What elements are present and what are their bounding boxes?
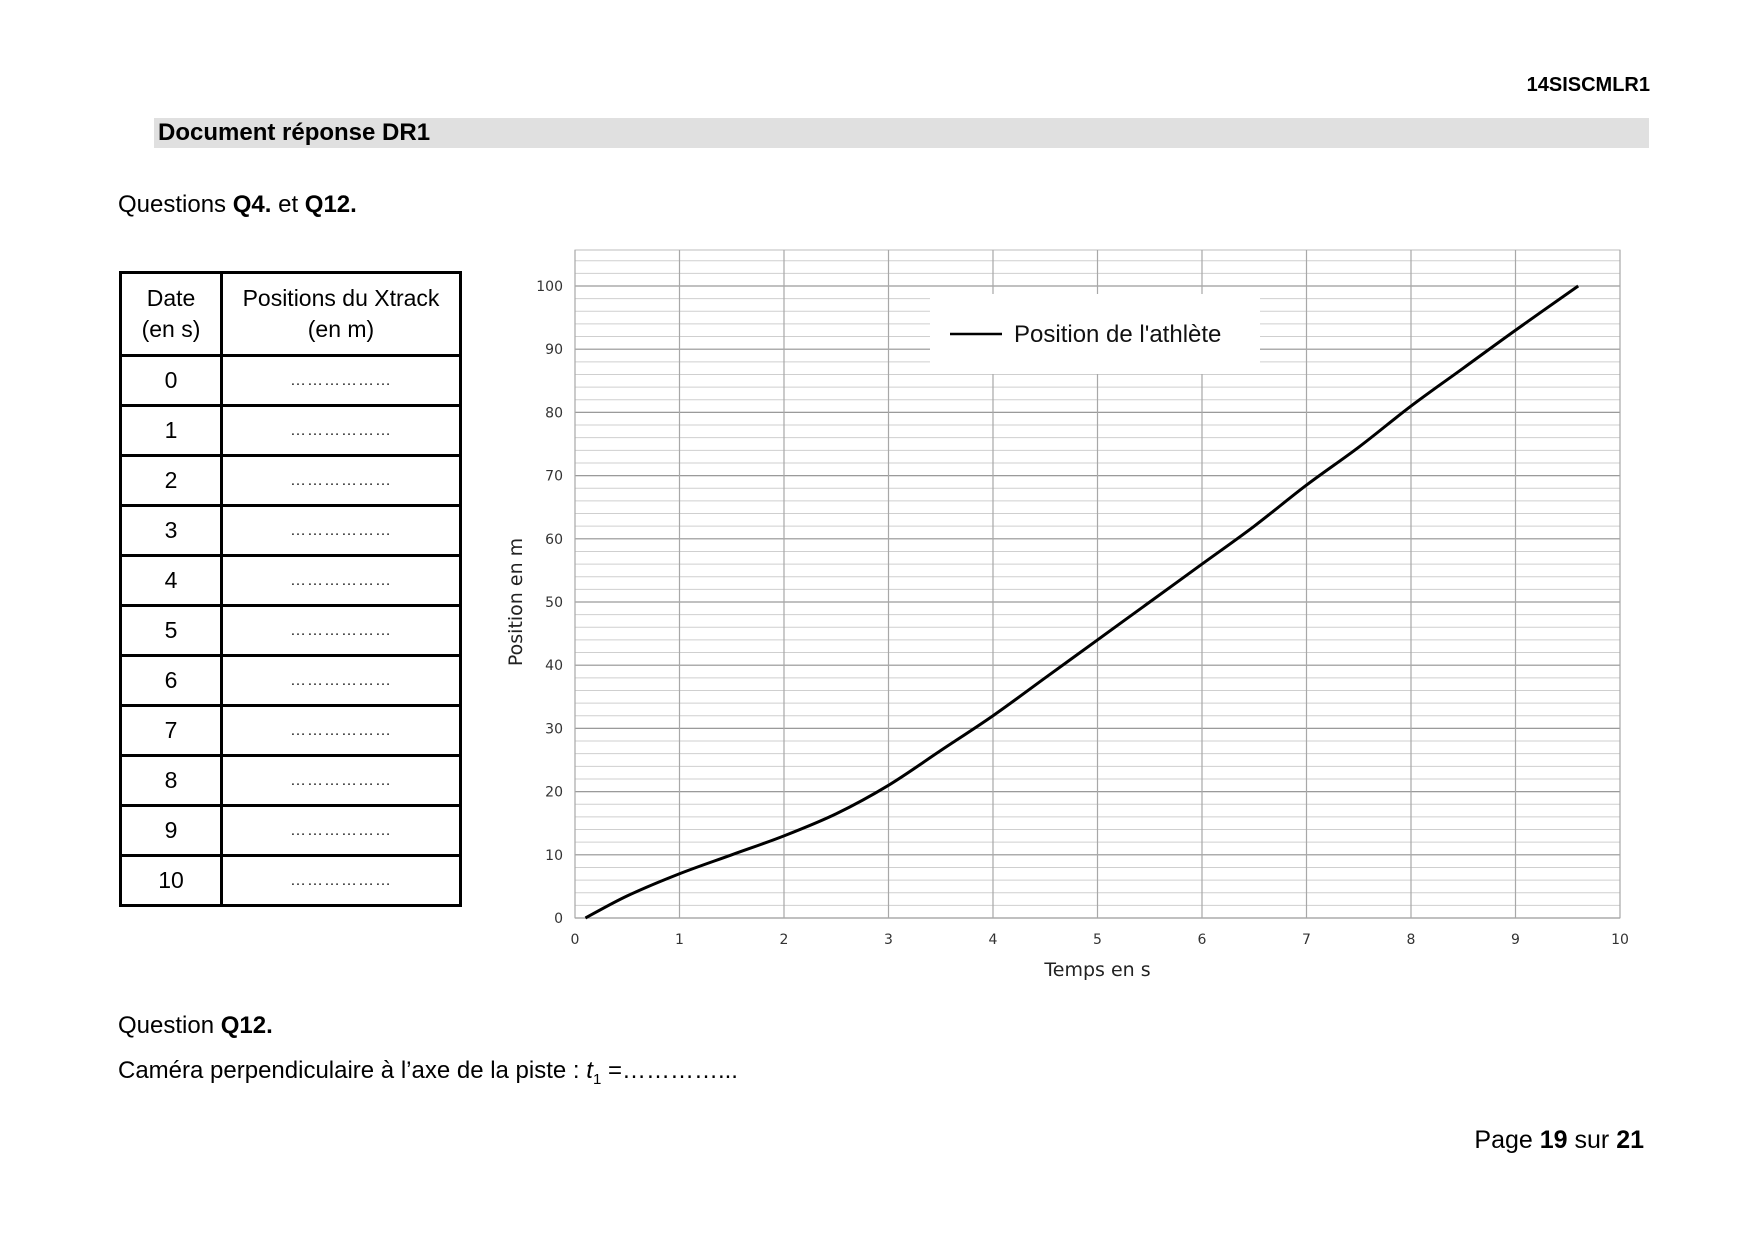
date-cell: 10 [121, 856, 222, 906]
header-date-line2: (en s) [141, 316, 201, 342]
date-cell: 8 [121, 756, 222, 806]
date-cell: 0 [121, 356, 222, 406]
table-row [121, 606, 461, 656]
header-date-line1: Date [146, 285, 196, 311]
page-number [1474, 1126, 1644, 1155]
date-cell: 5 [121, 606, 222, 656]
page-total: 21 [1616, 1126, 1644, 1154]
question-q12-line [118, 1012, 273, 1040]
header-position-line1: Positions du Xtrack [242, 285, 440, 311]
date-cell: 9 [121, 806, 222, 856]
position-answer-cell[interactable]: ……………… [222, 556, 461, 606]
table-row [121, 856, 461, 906]
y-axis-label: Position en m [505, 537, 527, 667]
date-cell: 2 [121, 456, 222, 506]
y-tick-label: 50 [545, 595, 563, 611]
camera-text: Caméra perpendiculaire à l’axe de la piste : [118, 1057, 587, 1084]
y-tick-label: 90 [545, 342, 563, 359]
date-cell: 3 [121, 506, 222, 556]
header-position [222, 273, 461, 356]
table-row [121, 506, 461, 556]
y-tick-label: 0 [554, 911, 563, 927]
questions-middle: et [271, 191, 305, 218]
x-tick-label: 1 [675, 932, 684, 948]
section-title-bar [154, 118, 1649, 148]
x-tick-label: 3 [884, 932, 893, 948]
page-label: Page [1474, 1126, 1540, 1154]
camera-blank: =…………... [601, 1057, 738, 1084]
table-row [121, 656, 461, 706]
question-q4: Q4. [232, 191, 272, 218]
x-tick-label: 2 [779, 932, 789, 948]
document-code: 14SISCMLR1 [1526, 74, 1650, 96]
camera-answer-line [118, 1057, 738, 1088]
x-tick-label: 9 [1511, 932, 1520, 948]
questions-prefix: Questions [118, 191, 233, 218]
x-tick-label: 7 [1302, 932, 1311, 948]
header-date [121, 273, 222, 356]
x-tick-label: 8 [1406, 932, 1416, 948]
questions-line [118, 191, 357, 219]
question-q12: Q12. [304, 191, 357, 218]
table-row [121, 756, 461, 806]
position-answer-cell[interactable]: ……………… [222, 806, 461, 856]
y-tick-label: 10 [545, 847, 563, 864]
x-tick-label: 6 [1197, 932, 1207, 948]
legend-label: Position de l'athlète [1014, 321, 1222, 348]
header-position-line2: (en m) [307, 316, 375, 342]
position-answer-cell[interactable]: ……………… [222, 606, 461, 656]
camera-variable: t [586, 1057, 593, 1084]
position-answer-cell[interactable]: ……………… [222, 356, 461, 406]
position-answer-cell[interactable]: ……………… [222, 506, 461, 556]
position-answer-cell[interactable]: ……………… [222, 656, 461, 706]
y-tick-label: 30 [545, 721, 563, 738]
date-cell: 7 [121, 706, 222, 756]
q12-prefix: Question [118, 1012, 221, 1039]
x-tick-label: 4 [988, 932, 998, 948]
position-answer-cell[interactable]: ……………… [222, 756, 461, 806]
position-answer-cell[interactable]: ……………… [222, 856, 461, 906]
date-cell: 4 [121, 556, 222, 606]
table-row [121, 806, 461, 856]
answer-table [119, 271, 462, 907]
table-row [121, 406, 461, 456]
y-tick-label: 70 [545, 468, 563, 485]
position-answer-cell[interactable]: ……………… [222, 456, 461, 506]
camera-subscript: 1 [592, 1070, 602, 1088]
x-tick-label: 5 [1093, 932, 1102, 948]
y-tick-label: 100 [536, 279, 563, 295]
y-tick-label: 20 [545, 784, 563, 801]
page-sep: sur [1567, 1126, 1617, 1154]
date-cell: 6 [121, 656, 222, 706]
table-row [121, 456, 461, 506]
position-chart [500, 240, 1650, 980]
date-cell: 1 [121, 406, 222, 456]
table-row [121, 706, 461, 756]
y-tick-label: 40 [545, 658, 563, 675]
answer-table-header [121, 273, 461, 356]
table-row [121, 556, 461, 606]
x-tick-label: 0 [570, 932, 580, 948]
position-answer-cell[interactable]: ……………… [222, 406, 461, 456]
q12-label: Q12. [220, 1012, 273, 1039]
x-tick-label: 10 [1611, 932, 1629, 948]
page-current: 19 [1539, 1126, 1568, 1154]
y-tick-label: 60 [545, 531, 563, 548]
position-answer-cell[interactable]: ……………… [222, 706, 461, 756]
y-tick-label: 80 [545, 405, 563, 422]
x-axis-label: Temps en s [1044, 959, 1151, 980]
table-row [121, 356, 461, 406]
answer-table-body [121, 356, 461, 906]
section-title: Document réponse DR1 [158, 119, 431, 146]
